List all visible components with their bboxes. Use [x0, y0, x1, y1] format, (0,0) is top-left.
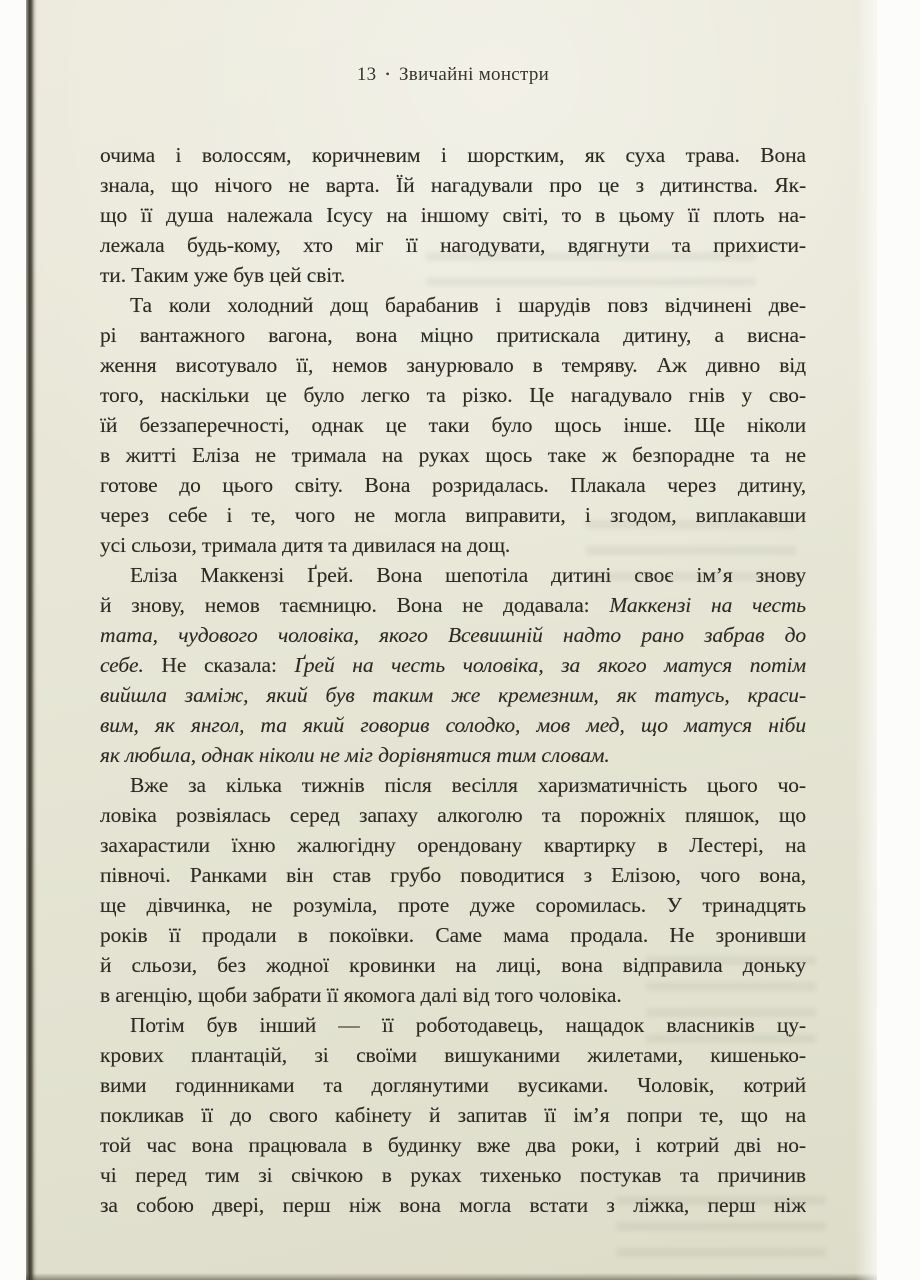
text-run: захарастили їхню жалюгідну орендовану квартирку в Лестері, на: [100, 833, 806, 857]
text-line: [100, 410, 806, 440]
text-run: Не сказала:: [143, 653, 295, 677]
text-line: [100, 320, 806, 350]
book-page-scan: [26, 0, 877, 1280]
text-run: півночі. Ранками він став грубо поводитися з Елізою, чого вона,: [100, 863, 806, 887]
text-line: [100, 800, 806, 830]
italic-run: тата, чудового чоловіка, якого Всевишній надто рано забрав до: [100, 623, 806, 647]
text-line: [100, 680, 806, 710]
text-line: [100, 260, 806, 290]
text-line: [100, 890, 806, 920]
text-run: Потім був інший — її роботодавець, нащадок власників цу-: [130, 1013, 806, 1037]
page-number: 13: [356, 64, 377, 85]
text-line: [100, 950, 806, 980]
text-run: покликав її до свого кабінету й запитав її ім’я попри те, що на: [100, 1103, 806, 1127]
text-line: [100, 590, 806, 620]
italic-run: себе.: [100, 653, 144, 677]
text-line: [100, 1190, 806, 1220]
text-run: готове до цього світу. Вона розридалась. Плакала через дитину,: [100, 473, 806, 497]
text-run: вими годинниками та доглянутими вусиками. Чоловік, котрий: [100, 1073, 806, 1097]
text-line: [100, 500, 806, 530]
text-line: [100, 530, 806, 560]
text-run: той час вона працювала в будинку вже два роки, і котрий дві но-: [100, 1133, 806, 1157]
text-line: [100, 290, 806, 320]
italic-run: Ґрей на честь чоловіка, за якого матуся потім: [294, 653, 806, 677]
text-line: [100, 1040, 806, 1070]
text-line: [100, 440, 806, 470]
text-line: [100, 920, 806, 950]
text-line: [100, 470, 806, 500]
italic-run: вим, як янгол, та який говорив солодко, мов мед, що матуся ніби: [100, 713, 806, 737]
text-run: усі сльози, тримала дитя та дивилася на дощ.: [100, 533, 511, 557]
text-run: очима і волоссям, коричневим і шорстким, як суха трава. Вона: [100, 143, 806, 167]
text-line: [100, 620, 806, 650]
header-bullet-icon: •: [385, 67, 390, 81]
text-run: років її продали в покоївки. Саме мама продала. Не зронивши: [100, 923, 806, 947]
text-line: [100, 230, 806, 260]
text-run: Вже за кілька тижнів після весілля харизматичність цього чо-: [130, 773, 806, 797]
text-run: за собою двері, перш ніж вона могла встати з ліжка, перш ніж: [100, 1193, 806, 1217]
page-gutter-shadow: [26, 0, 37, 1280]
text-run: знала, що нічого не варта. Їй нагадували про це з дитинства. Як-: [100, 173, 806, 197]
text-run: через себе і те, чого не могла виправити, і згодом, виплакавши: [100, 503, 806, 527]
text-line: [100, 200, 806, 230]
italic-run: Маккензі на честь: [609, 593, 806, 617]
text-line: [100, 1160, 806, 1190]
text-line: [100, 1100, 806, 1130]
text-run: ти. Таким уже був цей світ.: [100, 263, 346, 287]
text-line: [100, 860, 806, 890]
italic-run: як любила, однак ніколи не міг дорівнятися тим словам.: [100, 743, 610, 767]
text-run: чі перед тим зі свічкою в руках тихенько постукав та причинив: [100, 1163, 806, 1187]
text-line: [100, 170, 806, 200]
text-block: [100, 140, 806, 1220]
text-run: рі вантажного вагона, вона міцно притискала дитину, а висна-: [100, 323, 806, 347]
text-line: [100, 710, 806, 740]
text-run: Еліза Маккензі Ґрей. Вона шепотіла дитині своє ім’я знову: [130, 563, 806, 587]
text-line: [100, 1010, 806, 1040]
text-run: Та коли холодний дощ барабанив і шарудів повз відчинені две-: [130, 293, 806, 317]
text-run: що її душа належала Ісусу на іншому світі, то в цьому її плоть на-: [100, 203, 806, 227]
text-run: в агенцію, щоби забрати її якомога далі від того чоловіка.: [100, 983, 622, 1007]
text-line: [100, 830, 806, 860]
page-right-edge: [855, 0, 877, 1280]
text-line: [100, 350, 806, 380]
text-run: й сльози, без жодної кровинки на лиці, вона відправила доньку: [100, 953, 806, 977]
text-run: лежала будь-кому, хто міг її нагодувати, вдягнути та прихисти-: [100, 233, 806, 257]
book-title: Звичайні монстри: [398, 64, 550, 85]
text-line: [100, 740, 806, 770]
text-run: їй беззаперечності, однак це таки було щось інше. Ще ніколи: [100, 413, 806, 437]
text-run: того, наскільки це було легко та різко. Це нагадувало гнів у сво-: [100, 383, 806, 407]
text-line: [100, 380, 806, 410]
text-line: [100, 1130, 806, 1160]
text-run: й знову, немов таємницю. Вона не додавала:: [100, 593, 610, 617]
text-line: [100, 1070, 806, 1100]
text-line: [100, 770, 806, 800]
text-run: ження висотувало її, немов занурювало в темряву. Аж дивно від: [100, 353, 806, 377]
text-run: ще дівчинка, не розуміла, проте дуже соромилась. У тринадцять: [100, 893, 806, 917]
text-line: [100, 140, 806, 170]
italic-run: вийшла заміж, який був таким же кремезним, як татусь, краси-: [100, 683, 806, 707]
text-line: [100, 980, 806, 1010]
text-line: [100, 650, 806, 680]
text-run: в житті Еліза не тримала на руках щось таке ж безпорадне та не: [100, 443, 806, 467]
running-head: [100, 62, 806, 87]
text-run: крових плантацій, зі своїми вишуканими жилетами, кишенько-: [100, 1043, 806, 1067]
text-run: ловіка розвіялась серед запаху алкоголю та порожніх пляшок, що: [100, 803, 806, 827]
text-line: [100, 560, 806, 590]
page-bottom-shadow: [26, 1273, 877, 1280]
